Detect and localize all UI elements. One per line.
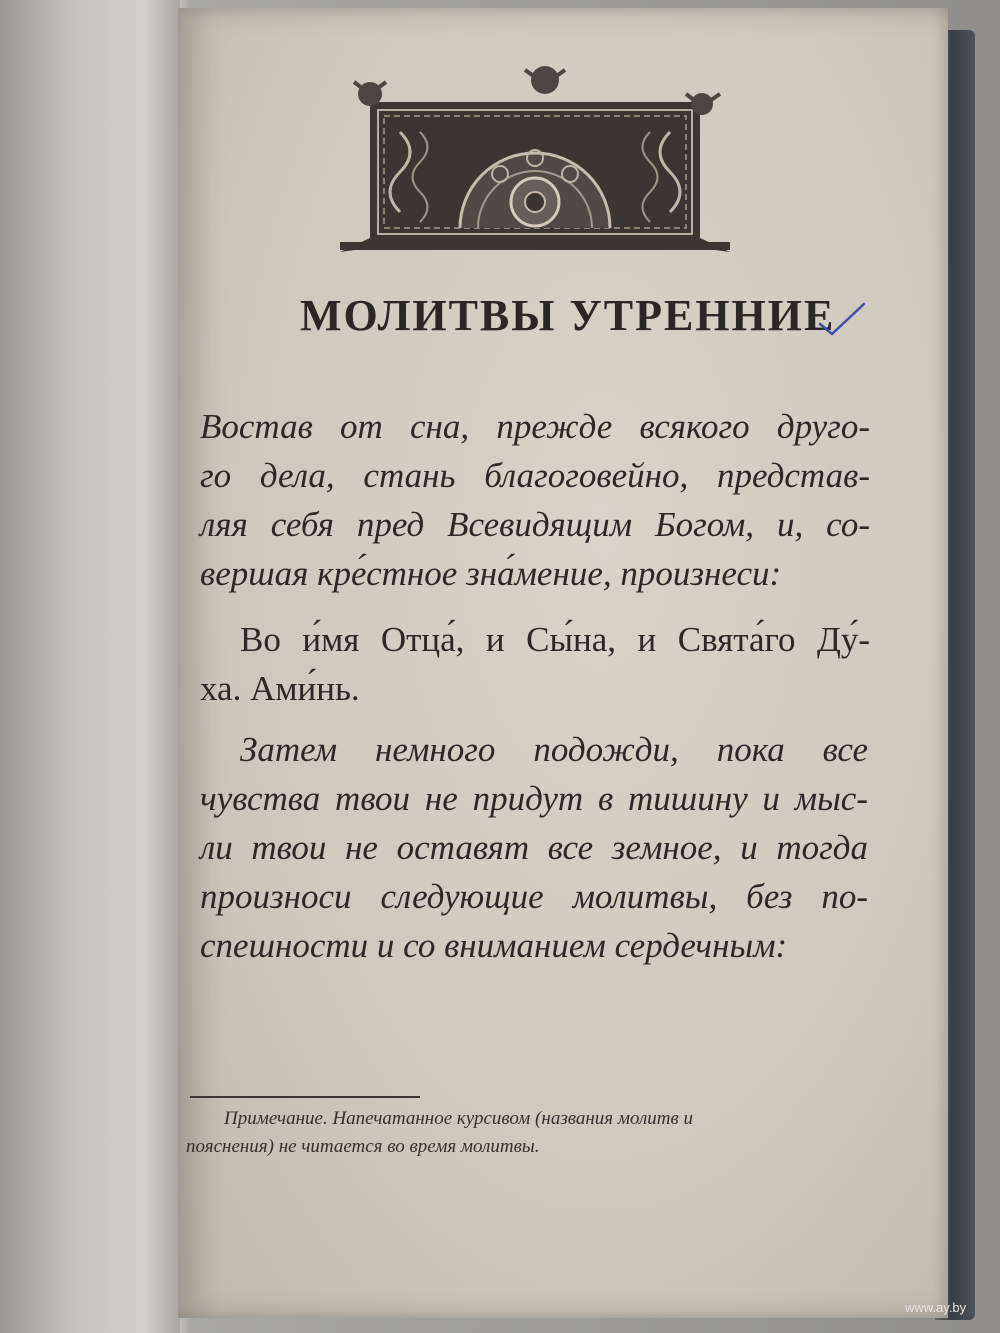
instruction-line: спешности и со вниманием сердечным: bbox=[200, 926, 788, 965]
page-title: МОЛИТВЫ УТРЕННИЕ bbox=[300, 291, 836, 340]
intro-line: ляя себя пред Всевидящим Богом, и, со- bbox=[200, 505, 870, 544]
instruction-line: чувства твои не придут в тишину и мыс- bbox=[200, 779, 868, 818]
footnote-divider bbox=[190, 1096, 420, 1098]
pen-check-mark-icon bbox=[818, 300, 866, 340]
instruction-line: произноси следующие молитвы, без по- bbox=[200, 877, 868, 916]
left-page-edge bbox=[0, 0, 180, 1333]
intro-line: го дела, стань благоговейно, представ- bbox=[200, 456, 870, 495]
instruction-paragraph bbox=[200, 725, 868, 970]
watermark: www.ay.by bbox=[905, 1300, 967, 1315]
instruction-line: ли твои не оставят все земное, и тогда bbox=[200, 828, 868, 867]
footnote-line: Примечание. Напечатанное курсивом (названия молитв и bbox=[224, 1108, 694, 1129]
intro-instruction bbox=[200, 402, 870, 598]
footnote-line: пояснения) не читается во время молитвы. bbox=[186, 1136, 540, 1157]
footnote bbox=[186, 1105, 876, 1161]
ornamental-headpiece-icon bbox=[340, 62, 730, 252]
prayer-text bbox=[200, 615, 870, 713]
prayer-line: ха. Ами́нь. bbox=[200, 669, 360, 708]
prayer-line: Во и́мя Отца́, и Сы́на, и Свята́го Ду́- bbox=[240, 620, 870, 659]
intro-line: Востав от сна, прежде всякого друго- bbox=[200, 407, 870, 446]
intro-line: вершая кре́стное зна́мение, произнеси: bbox=[200, 554, 782, 593]
instruction-line: Затем немного подожди, пока все bbox=[240, 730, 868, 769]
